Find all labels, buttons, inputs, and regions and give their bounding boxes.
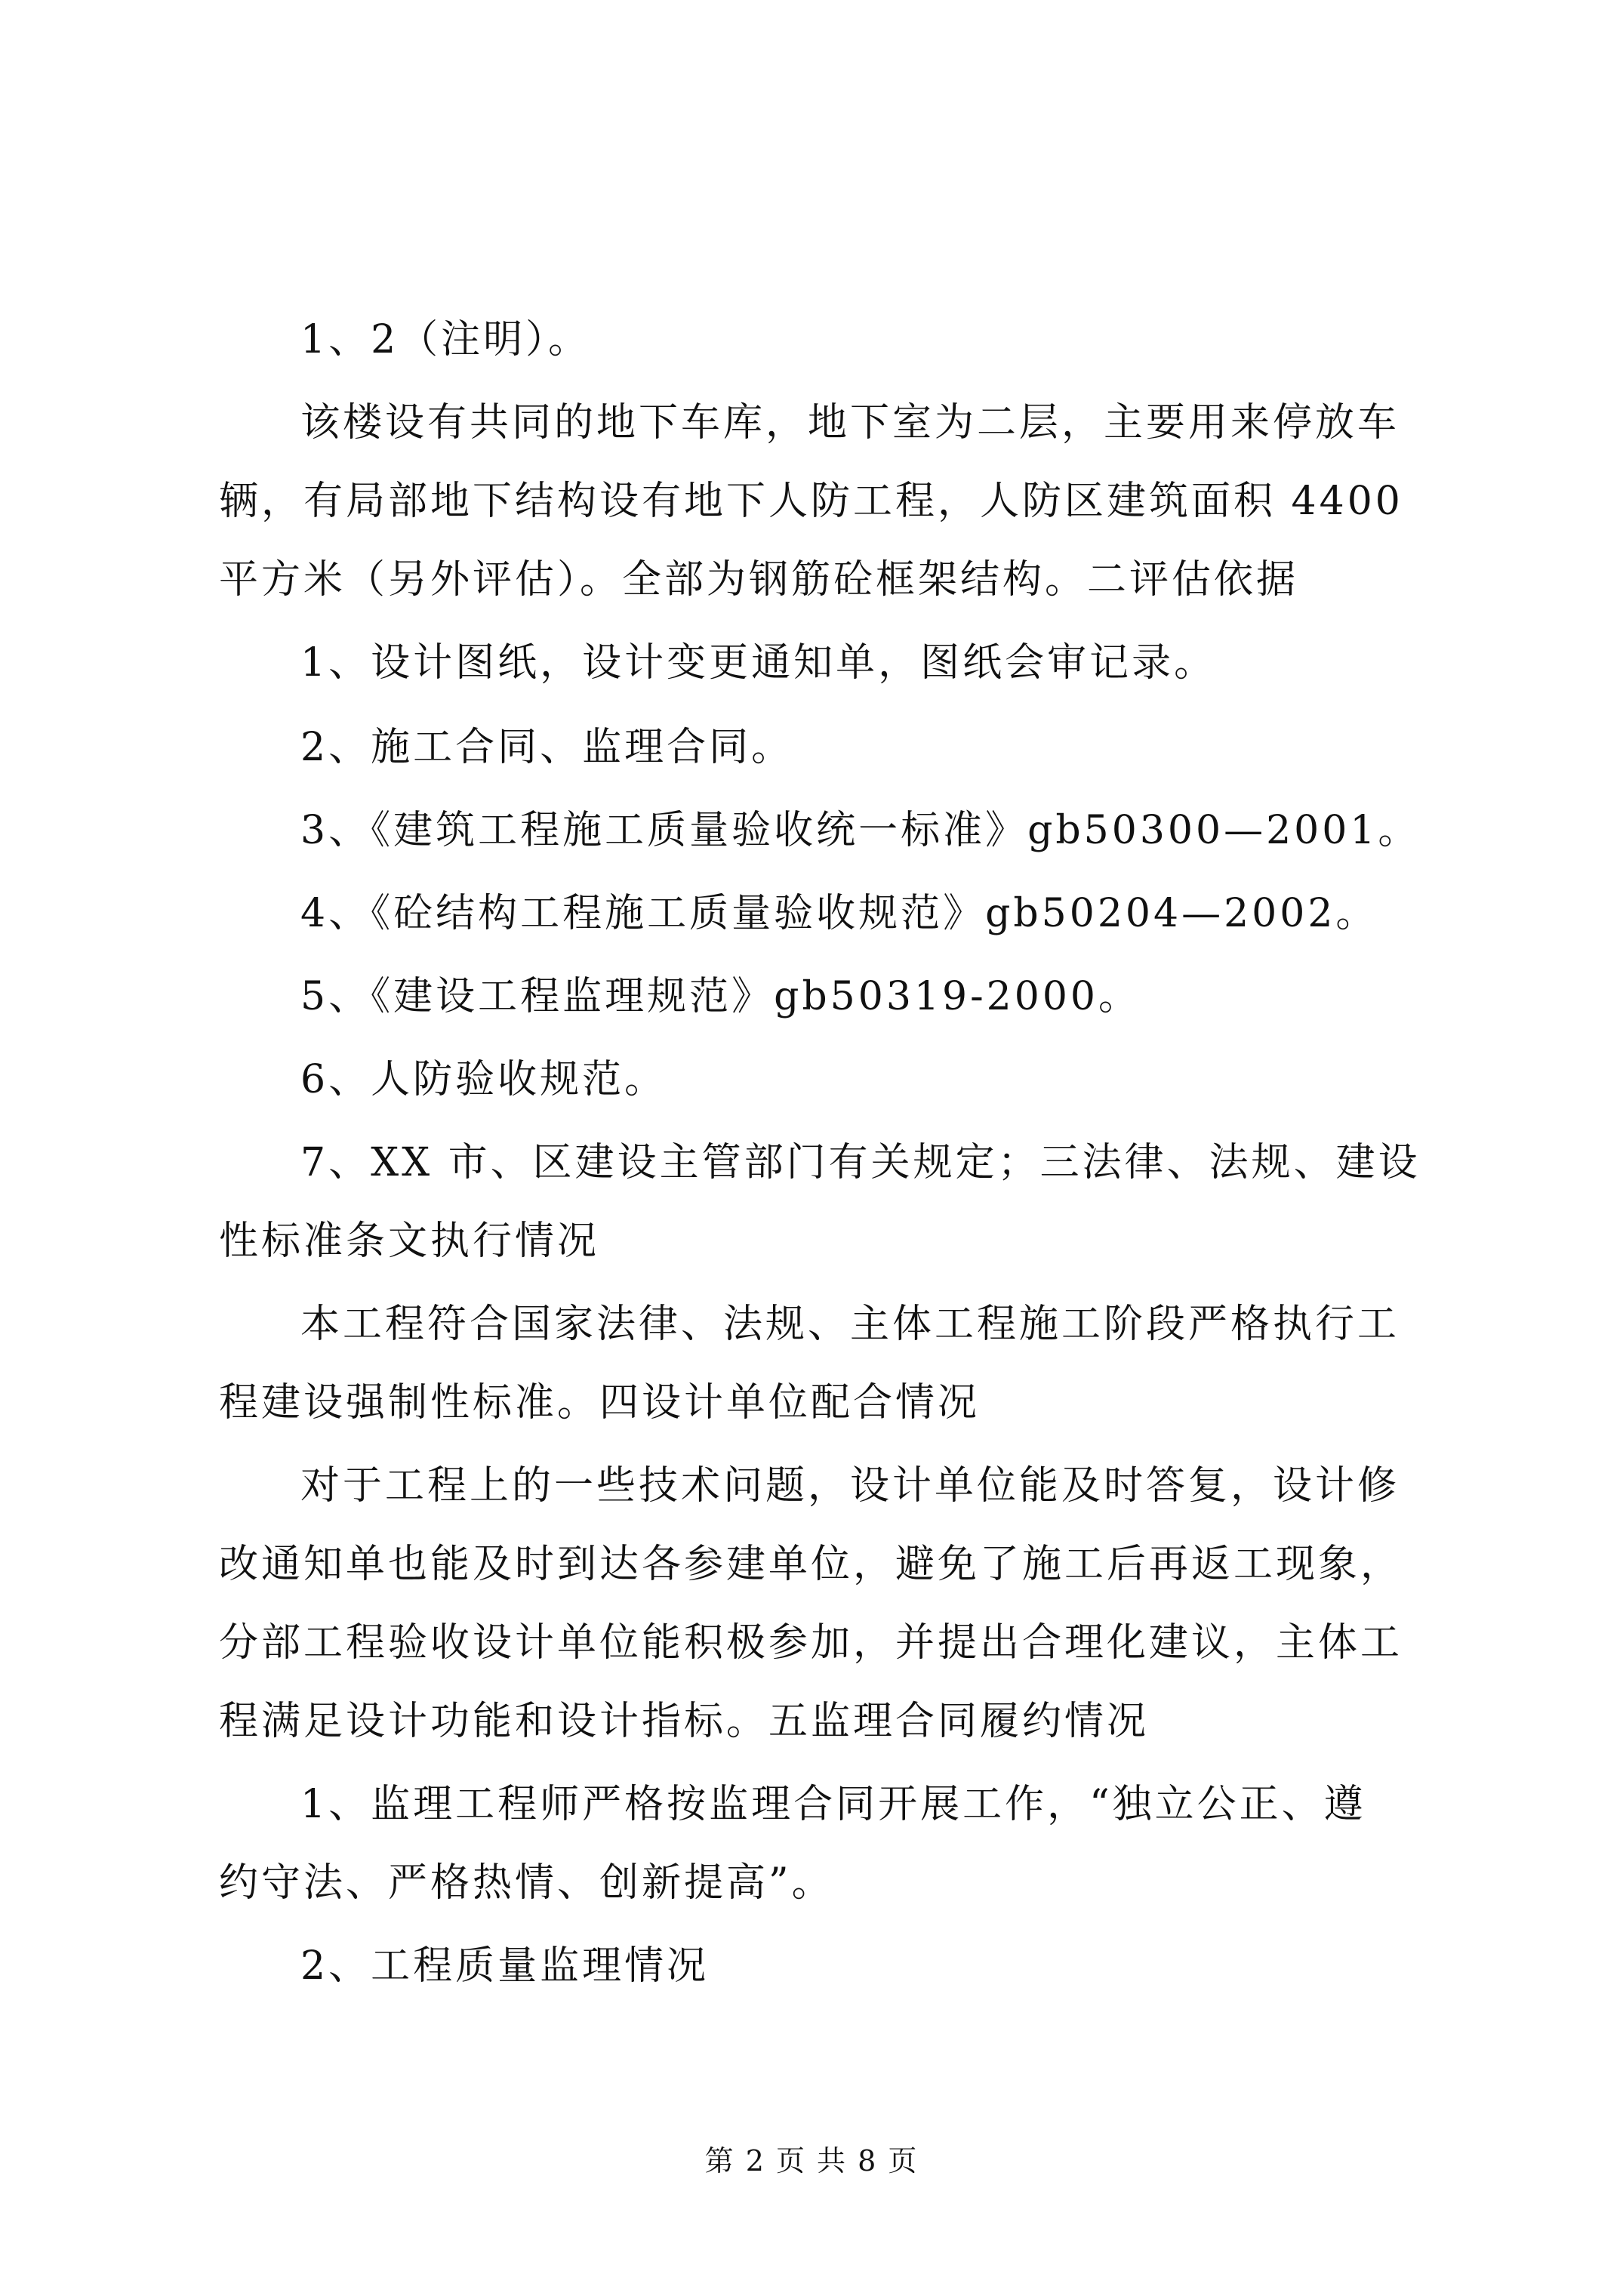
text-line: 5、《建设工程监理规范》gb50319-2000。	[300, 974, 1141, 1019]
text-line: 本工程符合国家法律、法规、主体工程施工阶段严格执行工	[300, 1302, 1400, 1347]
text-line: 性标准条文执行情况	[219, 1219, 600, 1264]
text-line: 2、施工合同、监理合同。	[300, 725, 794, 770]
text-line: 约守法、严格热情、创新提高”。	[219, 1860, 834, 1906]
page-number-footer: 第 2 页 共 8 页	[704, 2144, 919, 2177]
text-line: 7、XX 市、区建设主管部门有关规定；三法律、法规、建设	[300, 1140, 1421, 1185]
text-line: 分部工程验收设计单位能积极参加，并提出合理化建议，主体工	[219, 1620, 1403, 1666]
text-line: 6、人防验收规范。	[300, 1057, 667, 1102]
text-line: 程建设强制性标准。四设计单位配合情况	[219, 1380, 981, 1425]
text-line: 对于工程上的一些技术问题，设计单位能及时答复，设计修	[300, 1463, 1400, 1509]
text-line: 2、工程质量监理情况	[300, 1943, 710, 1989]
text-line: 4、《砼结构工程施工质量验收规范》gb50204—2002。	[300, 891, 1378, 936]
text-line: 1、2（注明）。	[300, 317, 591, 362]
text-line: 3、《建筑工程施工质量验收统一标准》gb50300—2001。	[300, 808, 1421, 853]
text-line: 平方米（另外评估）。全部为钢筋砼框架结构。二评估依据	[219, 557, 1299, 603]
text-line: 改通知单也能及时到达各参建单位，避免了施工后再返工现象，	[219, 1542, 1403, 1587]
text-line: 辆，有局部地下结构设有地下人防工程，人防区建筑面积 4400	[219, 479, 1403, 524]
text-line: 程满足设计功能和设计指标。五监理合同履约情况	[219, 1699, 1150, 1744]
text-line: 1、监理工程师严格按监理合同开展工作，“独立公正、遵	[300, 1782, 1366, 1827]
text-line: 该楼设有共同的地下车库，地下室为二层，主要用来停放车	[300, 400, 1400, 445]
text-line: 1、设计图纸，设计变更通知单，图纸会审记录。	[300, 640, 1217, 686]
